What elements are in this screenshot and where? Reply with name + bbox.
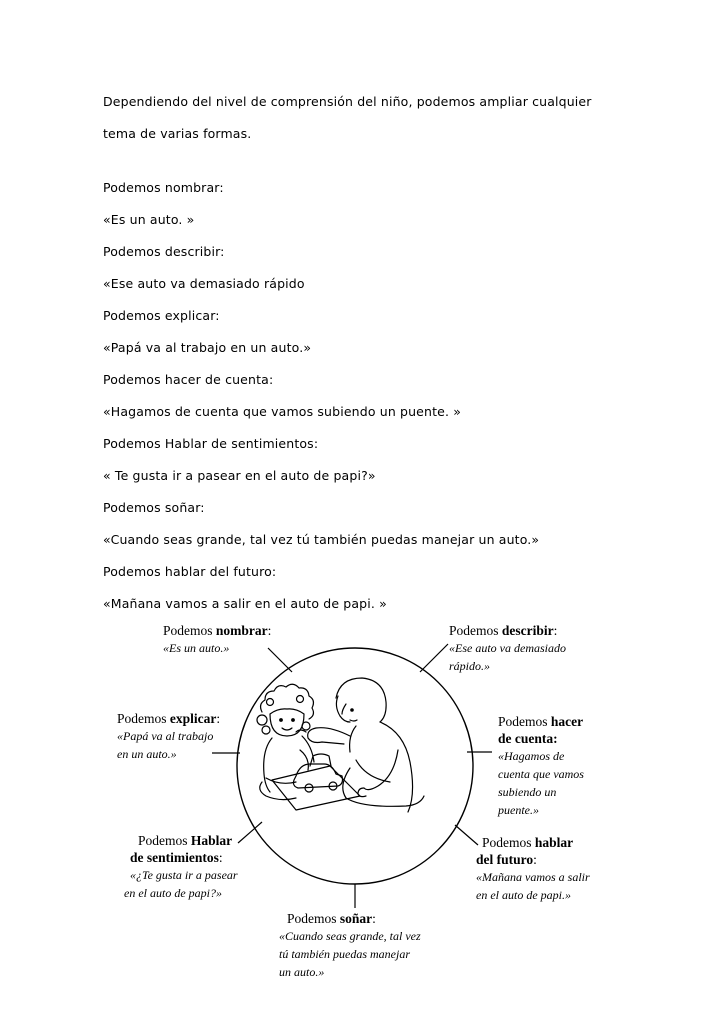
- connector-sentimientos: [238, 822, 262, 843]
- example-label-describir: Podemos describir:: [103, 244, 225, 259]
- example-quote-sentimientos: « Te gusta ir a pasear en el auto de papi?»: [103, 468, 376, 483]
- label-describir: Podemos describir: «Ese auto va demasiado rápido.»: [449, 623, 566, 673]
- example-quote-nombrar: «Es un auto. »: [103, 212, 195, 227]
- concept-diagram: [0, 600, 728, 1030]
- example-label-futuro: Podemos hablar del futuro:: [103, 564, 277, 579]
- example-label-sentimientos: Podemos Hablar de sentimientos:: [103, 436, 319, 451]
- body-text: [103, 86, 643, 620]
- connector-lines: [212, 644, 492, 908]
- example-quote-hacer: «Hagamos de cuenta que vamos subiendo un puente. »: [103, 404, 462, 419]
- label-hacer: Podemos hacer de cuenta: «Hagamos de cuenta que vamos subiendo un puente.»: [498, 714, 584, 817]
- example-label-explicar: Podemos explicar:: [103, 308, 220, 323]
- example-label-nombrar: Podemos nombrar:: [103, 180, 224, 195]
- example-label-hacer: Podemos hacer de cuenta:: [103, 372, 274, 387]
- example-quote-sonar: «Cuando seas grande, tal vez tú también puedas manejar un auto.»: [103, 532, 540, 547]
- label-sentimientos: Podemos Hablar de sentimientos: «¿Te gusta ir a pasear en el auto de papi?»: [124, 833, 238, 900]
- connector-futuro: [455, 825, 478, 845]
- example-label-sonar: Podemos soñar:: [103, 500, 205, 515]
- mother-child-toy-car-illustration: [257, 678, 424, 812]
- example-quote-futuro: «Mañana vamos a salir en el auto de papi. »: [103, 596, 387, 611]
- label-nombrar: Podemos nombrar: «Es un auto.»: [163, 623, 272, 655]
- diagram-circle: [237, 648, 473, 884]
- intro-line-1: Dependiendo del nivel de comprensión del niño, podemos ampliar cualquier: [103, 94, 592, 109]
- intro-line-2: tema de varias formas.: [103, 126, 252, 141]
- connector-describir: [420, 644, 448, 672]
- example-quote-describir: «Ese auto va demasiado rápido: [103, 276, 305, 291]
- example-quote-explicar: «Papá va al trabajo en un auto.»: [103, 340, 312, 355]
- label-explicar: Podemos explicar: «Papá va al trabajo en un auto.»: [117, 711, 221, 761]
- label-futuro: Podemos hablar del futuro: «Mañana vamos a salir en el auto de papi.»: [476, 835, 590, 902]
- label-sonar: Podemos soñar: «Cuando seas grande, tal vez tú también puedas manejar un auto.»: [279, 911, 421, 979]
